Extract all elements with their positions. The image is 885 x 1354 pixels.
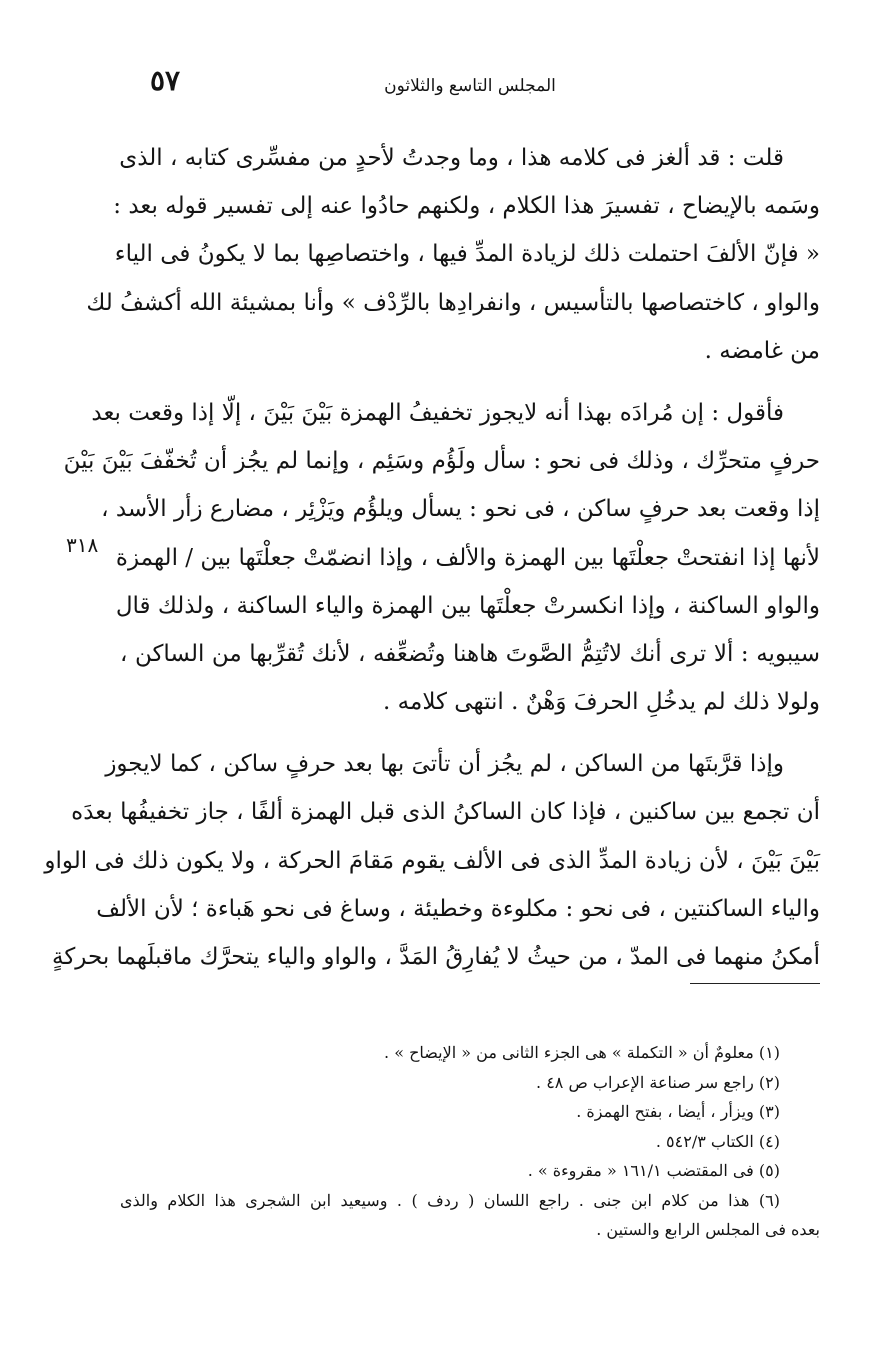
text-line: لأنها إذا انفتحتْ جعلْتَها بين الهمزة والألف ، وإذا انضمّتْ جعلْتَها بين / الهمزة bbox=[115, 544, 820, 571]
text-line: والواو ، كاختصاصها بالتأسيس ، وانفرادِها بالرِّدْف » وأنا بمشيئة الله أكشفُ لك bbox=[86, 289, 820, 316]
footnote: (٥) فى المقتضب ١٦١/١ « مقروءة » . bbox=[527, 1161, 780, 1180]
text-line: فأقول : إن مُرادَه بهذا أنه لايجوز تخفيفُ الهمزة بَيْنَ بَيْنَ ، إلّا إذا وقعت بعد bbox=[91, 399, 784, 426]
text-line: والياء الساكنتين ، فى نحو : مكلوءة وخطيئة ، وساغ فى نحو هَباءة ؛ لأن الألف bbox=[96, 895, 820, 922]
text-line: من غامضه . bbox=[704, 337, 820, 364]
text-line: وإذا قرَّبتَها من الساكن ، لم يجُز أن تأتىَ بها بعد حرفٍ ساكن ، كما لايجوز bbox=[105, 751, 784, 778]
paragraph-1 bbox=[86, 134, 820, 375]
text-line: « فإنّ الألفَ احتملت ذلك لزيادة المدِّ فيها ، واختصاصِها بما لا يكونُ فى الياء bbox=[114, 241, 820, 268]
footnote: (١) معلومٌ أن « التكملة » هى الجزء الثانى من « الإيضاح » . bbox=[384, 1043, 780, 1062]
page-header bbox=[120, 62, 820, 102]
footnote: (٢) راجع سر صناعة الإعراب ص ٤٨ . bbox=[536, 1072, 780, 1092]
text-line: قلت : قد ألغز فى كلامه هذا ، وما وجدتُ لأحدٍ من مفسِّرى كتابه ، الذى bbox=[119, 145, 784, 171]
margin-page-reference: ٣١٨ bbox=[66, 533, 99, 557]
text-line: أمكنُ منهما فى المدّ ، من حيثُ لا يُفارِقُ المَدَّ ، والواو والياء يتحرَّك ماقبلَهما بحركةٍ bbox=[52, 944, 820, 970]
text-line: إذا وقعت بعد حرفٍ ساكن ، فى نحو : يسأل ويلؤُم ويَزْئِر ، مضارع زأر الأسد ، bbox=[101, 496, 820, 523]
text-line: حرفٍ متحرِّك ، وذلك فى نحو : سأل ولَؤُم وسَئِم ، وإنما لم يجُز أن تُخفّفَ بَيْنَ بَيْنَ bbox=[63, 448, 820, 475]
paragraph-3 bbox=[44, 740, 820, 981]
footnotes bbox=[120, 1038, 820, 1245]
text-line: أن تجمع بين ساكنين ، فإذا كان الساكنُ الذى قبل الهمزة ألفًا ، جاز تخفيفُها بعدَه bbox=[71, 799, 820, 826]
footnote-divider bbox=[690, 983, 820, 984]
running-title: المجلس التاسع والثلاثون bbox=[384, 76, 556, 96]
text-line: وسَمه بالإيضاح ، تفسيرَ هذا الكلام ، ولكنهم حادُوا عنه إلى تفسير قوله بعد : bbox=[113, 193, 820, 220]
text-line: بَيْنَ بَيْنَ ، لأن زيادة المدِّ الذى فى الألف يقوم مَقامَ الحركة ، ولا يكون ذلك فى الواو bbox=[44, 847, 820, 874]
text-line: سيبويه : ألا ترى أنك لاتُتِمُّ الصَّوتَ هاهنا وتُضعِّفه ، لأنك تُقرِّبها من الساكن ، bbox=[120, 640, 820, 667]
text-line: ولولا ذلك لم يدخُلِ الحرفَ وَهْنٌ . انتهى كلامه . bbox=[383, 689, 820, 716]
page-number: ٥٧ bbox=[150, 64, 181, 97]
text-line: والواو الساكنة ، وإذا انكسرتْ جعلْتَها بين الهمزة والياء الساكنة ، ولذلك قال bbox=[115, 592, 820, 619]
footnote-continuation: بعده فى المجلس الرابع والستين . bbox=[596, 1220, 820, 1239]
footnote: (٦) هذا من كلام ابن جنى . راجع اللسان ( ردف ) . وسيعيد ابن الشجرى هذا الكلام والذى bbox=[120, 1190, 780, 1210]
footnote: (٤) الكتاب ٥٤٢/٣ . bbox=[655, 1131, 780, 1151]
footnote: (٣) ويزأر ، أيضا ، بفتح الهمزة . bbox=[576, 1102, 780, 1121]
